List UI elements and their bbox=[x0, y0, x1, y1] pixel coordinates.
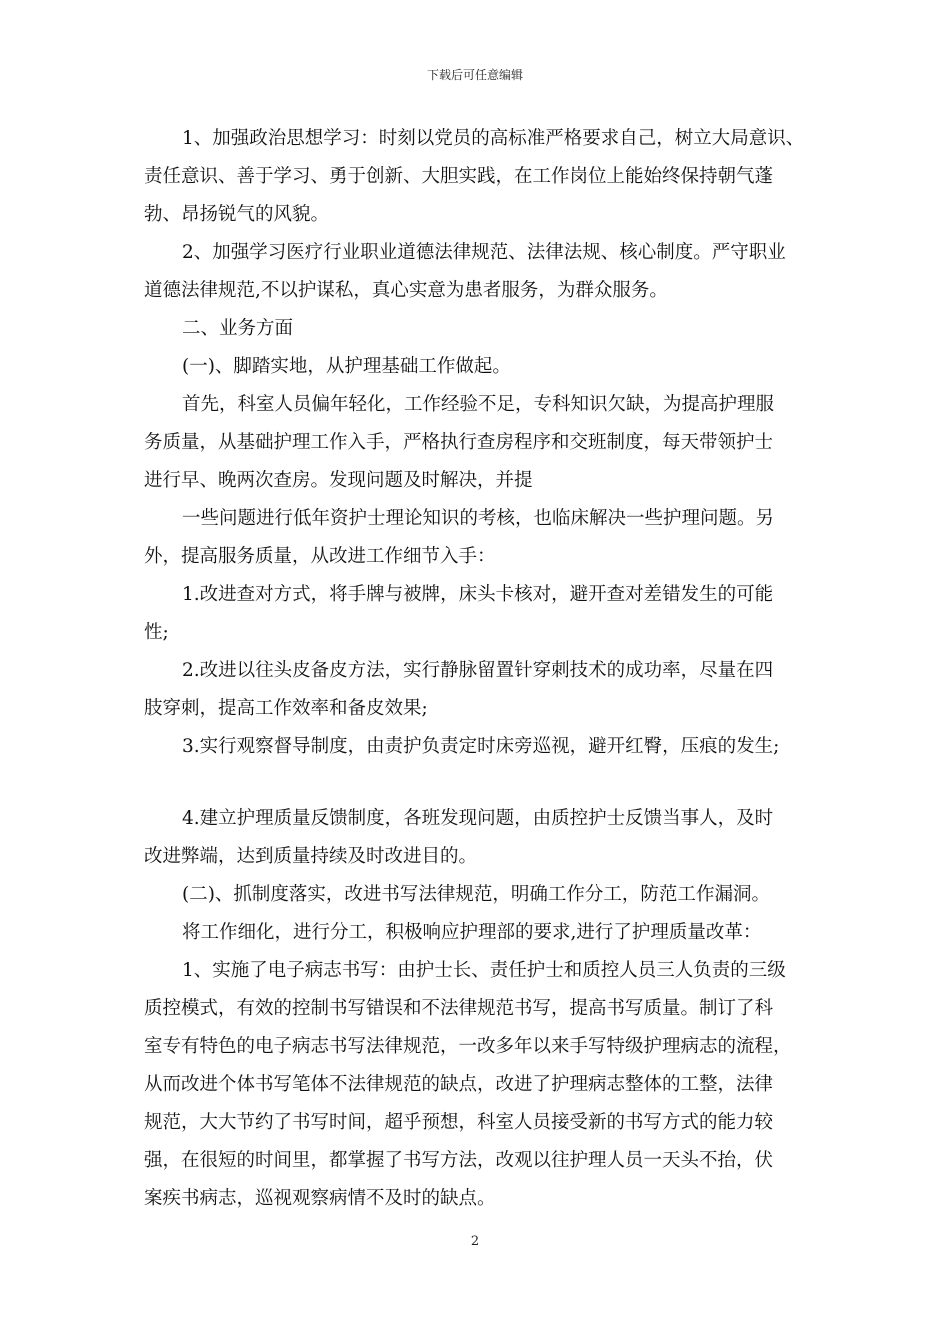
page-number: 2 bbox=[470, 1234, 480, 1249]
list-item-line: 1.改进查对方式，将手牌与被牌，床头卡核对，避开查对差错发生的可能 bbox=[182, 584, 774, 605]
paragraph-line: 2、加强学习医疗行业职业道德法律规范、法律法规、核心制度。严守职业 bbox=[182, 242, 786, 263]
list-item-line: 3.实行观察督导制度，由责护负责定时床旁巡视，避开红臀，压痕的发生; bbox=[182, 736, 780, 757]
list-item-line: 肢穿刺，提高工作效率和备皮效果; bbox=[144, 698, 428, 719]
paragraph-line: 道德法律规范,不以护谋私，真心实意为患者服务，为群众服务。 bbox=[144, 280, 668, 301]
subsection-heading: (一)、脚踏实地，从护理基础工作做起。 bbox=[182, 356, 511, 377]
paragraph-line: 进行早、晚两次查房。发现问题及时解决，并提 bbox=[144, 470, 533, 491]
list-item-line: 改进弊端，达到质量持续及时改进目的。 bbox=[144, 846, 478, 867]
paragraph-line: 首先，科室人员偏年轻化，工作经验不足，专科知识欠缺，为提高护理服 bbox=[182, 394, 775, 415]
subsection-heading: (二)、抓制度落实，改进书写法律规范，明确工作分工，防范工作漏洞。 bbox=[182, 884, 770, 905]
section-heading: 二、业务方面 bbox=[182, 318, 294, 339]
page-header: 下载后可任意编辑 bbox=[426, 68, 523, 82]
list-item-line: 2.改进以往头皮备皮方法，实行静脉留置针穿刺技术的成功率，尽量在四 bbox=[182, 660, 774, 681]
paragraph-line: 外，提高服务质量，从改进工作细节入手： bbox=[144, 546, 496, 567]
paragraph-line: 室专有特色的电子病志书写法律规范，一改多年以来手写特级护理病志的流程， bbox=[144, 1036, 792, 1057]
list-item-line: 性; bbox=[144, 622, 169, 643]
paragraph-line: 务质量，从基础护理工作入手，严格执行查房程序和交班制度，每天带领护士 bbox=[144, 432, 774, 453]
paragraph-line: 一些问题进行低年资护士理论知识的考核，也临床解决一些护理问题。另 bbox=[182, 508, 775, 529]
paragraph-line: 1、实施了电子病志书写：由护士长、责任护士和质控人员三人负责的三级 bbox=[182, 960, 786, 981]
paragraph-line: 质控模式，有效的控制书写错误和不法律规范书写，提高书写质量。制订了科 bbox=[144, 998, 774, 1019]
paragraph-line: 责任意识、善于学习、勇于创新、大胆实践，在工作岗位上能始终保持朝气蓬 bbox=[144, 166, 774, 187]
paragraph-line: 1、加强政治思想学习：时刻以党员的高标准严格要求自己，树立大局意识、 bbox=[182, 128, 805, 149]
paragraph-line: 强，在很短的时间里，都掌握了书写方法，改观以往护理人员一天头不抬，伏 bbox=[144, 1150, 774, 1171]
list-item-line: 4.建立护理质量反馈制度，各班发现问题，由质控护士反馈当事人，及时 bbox=[182, 808, 774, 829]
paragraph-line: 从而改进个体书写笔体不法律规范的缺点，改进了护理病志整体的工整，法律 bbox=[144, 1074, 774, 1095]
paragraph-line: 勃、昂扬锐气的风貌。 bbox=[144, 204, 330, 225]
paragraph-line: 将工作细化，进行分工，积极响应护理部的要求,进行了护理质量改革： bbox=[182, 922, 762, 943]
paragraph-line: 案疾书病志，巡视观察病情不及时的缺点。 bbox=[144, 1188, 496, 1209]
paragraph-line: 规范，大大节约了书写时间，超乎预想，科室人员接受新的书写方式的能力较 bbox=[144, 1112, 774, 1133]
